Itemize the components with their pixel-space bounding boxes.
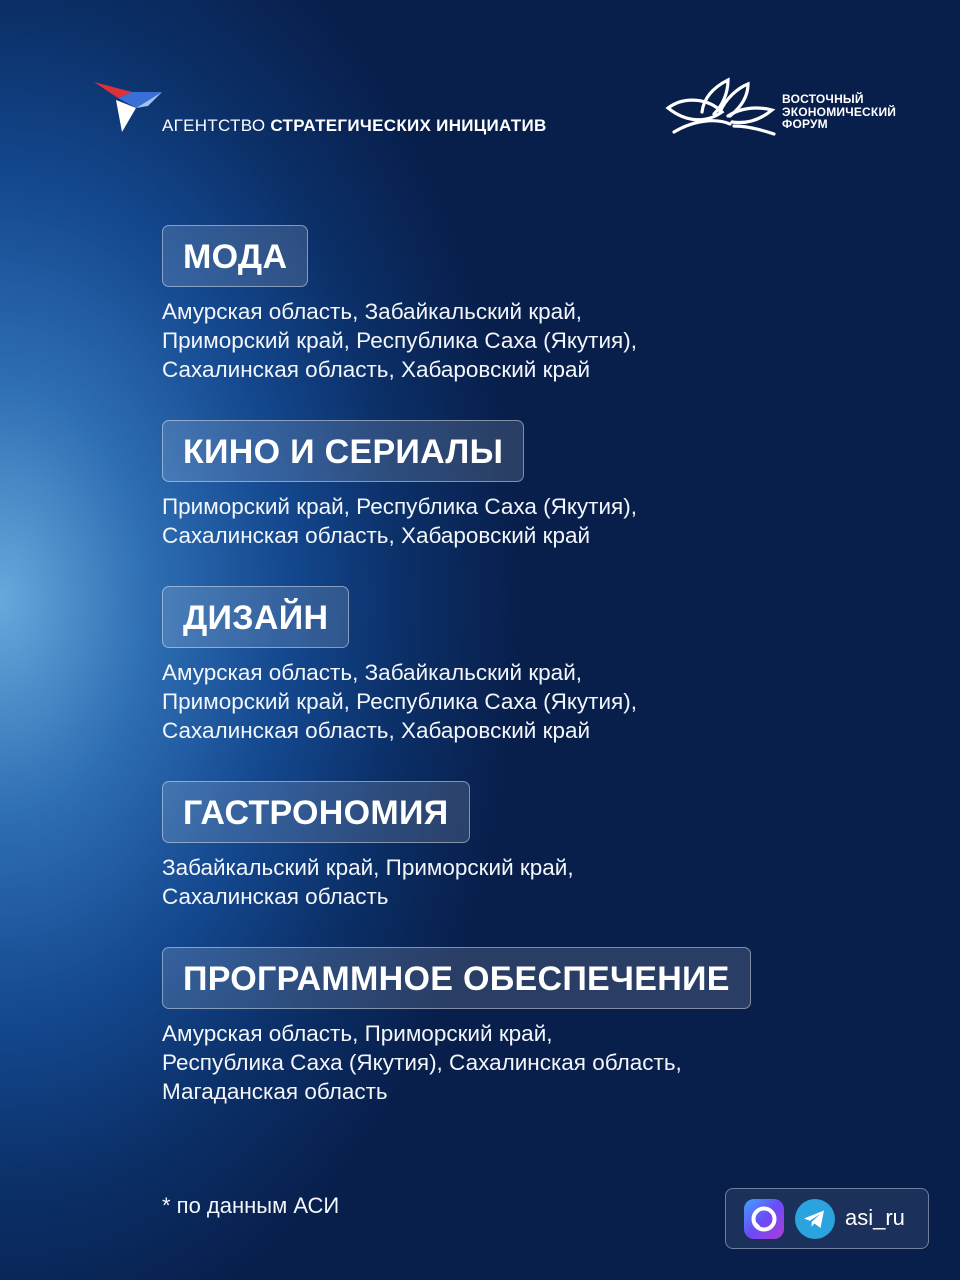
region-line: Сахалинская область, Хабаровский край (162, 718, 591, 743)
region-line: Сахалинская область (162, 884, 389, 909)
source-footnote: * по данным АСИ (162, 1193, 340, 1218)
section-title: ПРОГРАММНОЕ ОБЕСПЕЧЕНИЕ (162, 947, 751, 1009)
forum-name (782, 93, 896, 131)
region-line: Приморский край, Республика Саха (Якутия), (162, 494, 637, 519)
section-film-series (162, 420, 637, 550)
region-list (162, 1019, 751, 1106)
asi-logo-icon (92, 78, 164, 136)
region-list (162, 297, 637, 384)
region-list (162, 658, 637, 745)
region-line: Сахалинская область, Хабаровский край (162, 357, 591, 382)
section-title: КИНО И СЕРИАЛЫ (162, 420, 524, 482)
social-handle[interactable]: asi_ru (845, 1205, 905, 1230)
region-line: Амурская область, Приморский край, (162, 1021, 553, 1046)
forum-name-line: ЭКОНОМИЧЕСКИЙ (782, 104, 897, 119)
section-fashion (162, 225, 637, 384)
header (0, 0, 960, 160)
max-messenger-icon[interactable] (744, 1199, 784, 1239)
region-line: Республика Саха (Якутия), Сахалинская область, (162, 1050, 682, 1075)
region-line: Магаданская область (162, 1079, 388, 1104)
agency-name-bold: СТРАТЕГИЧЕСКИХ ИНИЦИАТИВ (270, 116, 547, 135)
section-title: ДИЗАЙН (162, 586, 349, 648)
region-line: Приморский край, Республика Саха (Якутия), (162, 689, 637, 714)
region-line: Приморский край, Республика Саха (Якутия), (162, 328, 637, 353)
region-list (162, 853, 574, 911)
region-line: Забайкальский край, Приморский край, (162, 855, 574, 880)
agency-name-prefix: АГЕНТСТВО (162, 116, 266, 135)
section-title: ГАСТРОНОМИЯ (162, 781, 470, 843)
section-software (162, 947, 751, 1106)
forum-name-line: ФОРУМ (782, 117, 828, 131)
forum-name-line: ВОСТОЧНЫЙ (782, 92, 864, 106)
section-design (162, 586, 637, 745)
forum-lotus-logo-icon (664, 72, 780, 138)
section-gastronomy (162, 781, 574, 911)
agency-name (162, 116, 547, 136)
section-title: МОДА (162, 225, 308, 287)
social-links[interactable] (725, 1188, 929, 1249)
telegram-icon[interactable] (795, 1199, 835, 1239)
region-list (162, 492, 637, 550)
region-line: Амурская область, Забайкальский край, (162, 299, 583, 324)
region-line: Амурская область, Забайкальский край, (162, 660, 583, 685)
region-line: Сахалинская область, Хабаровский край (162, 523, 591, 548)
